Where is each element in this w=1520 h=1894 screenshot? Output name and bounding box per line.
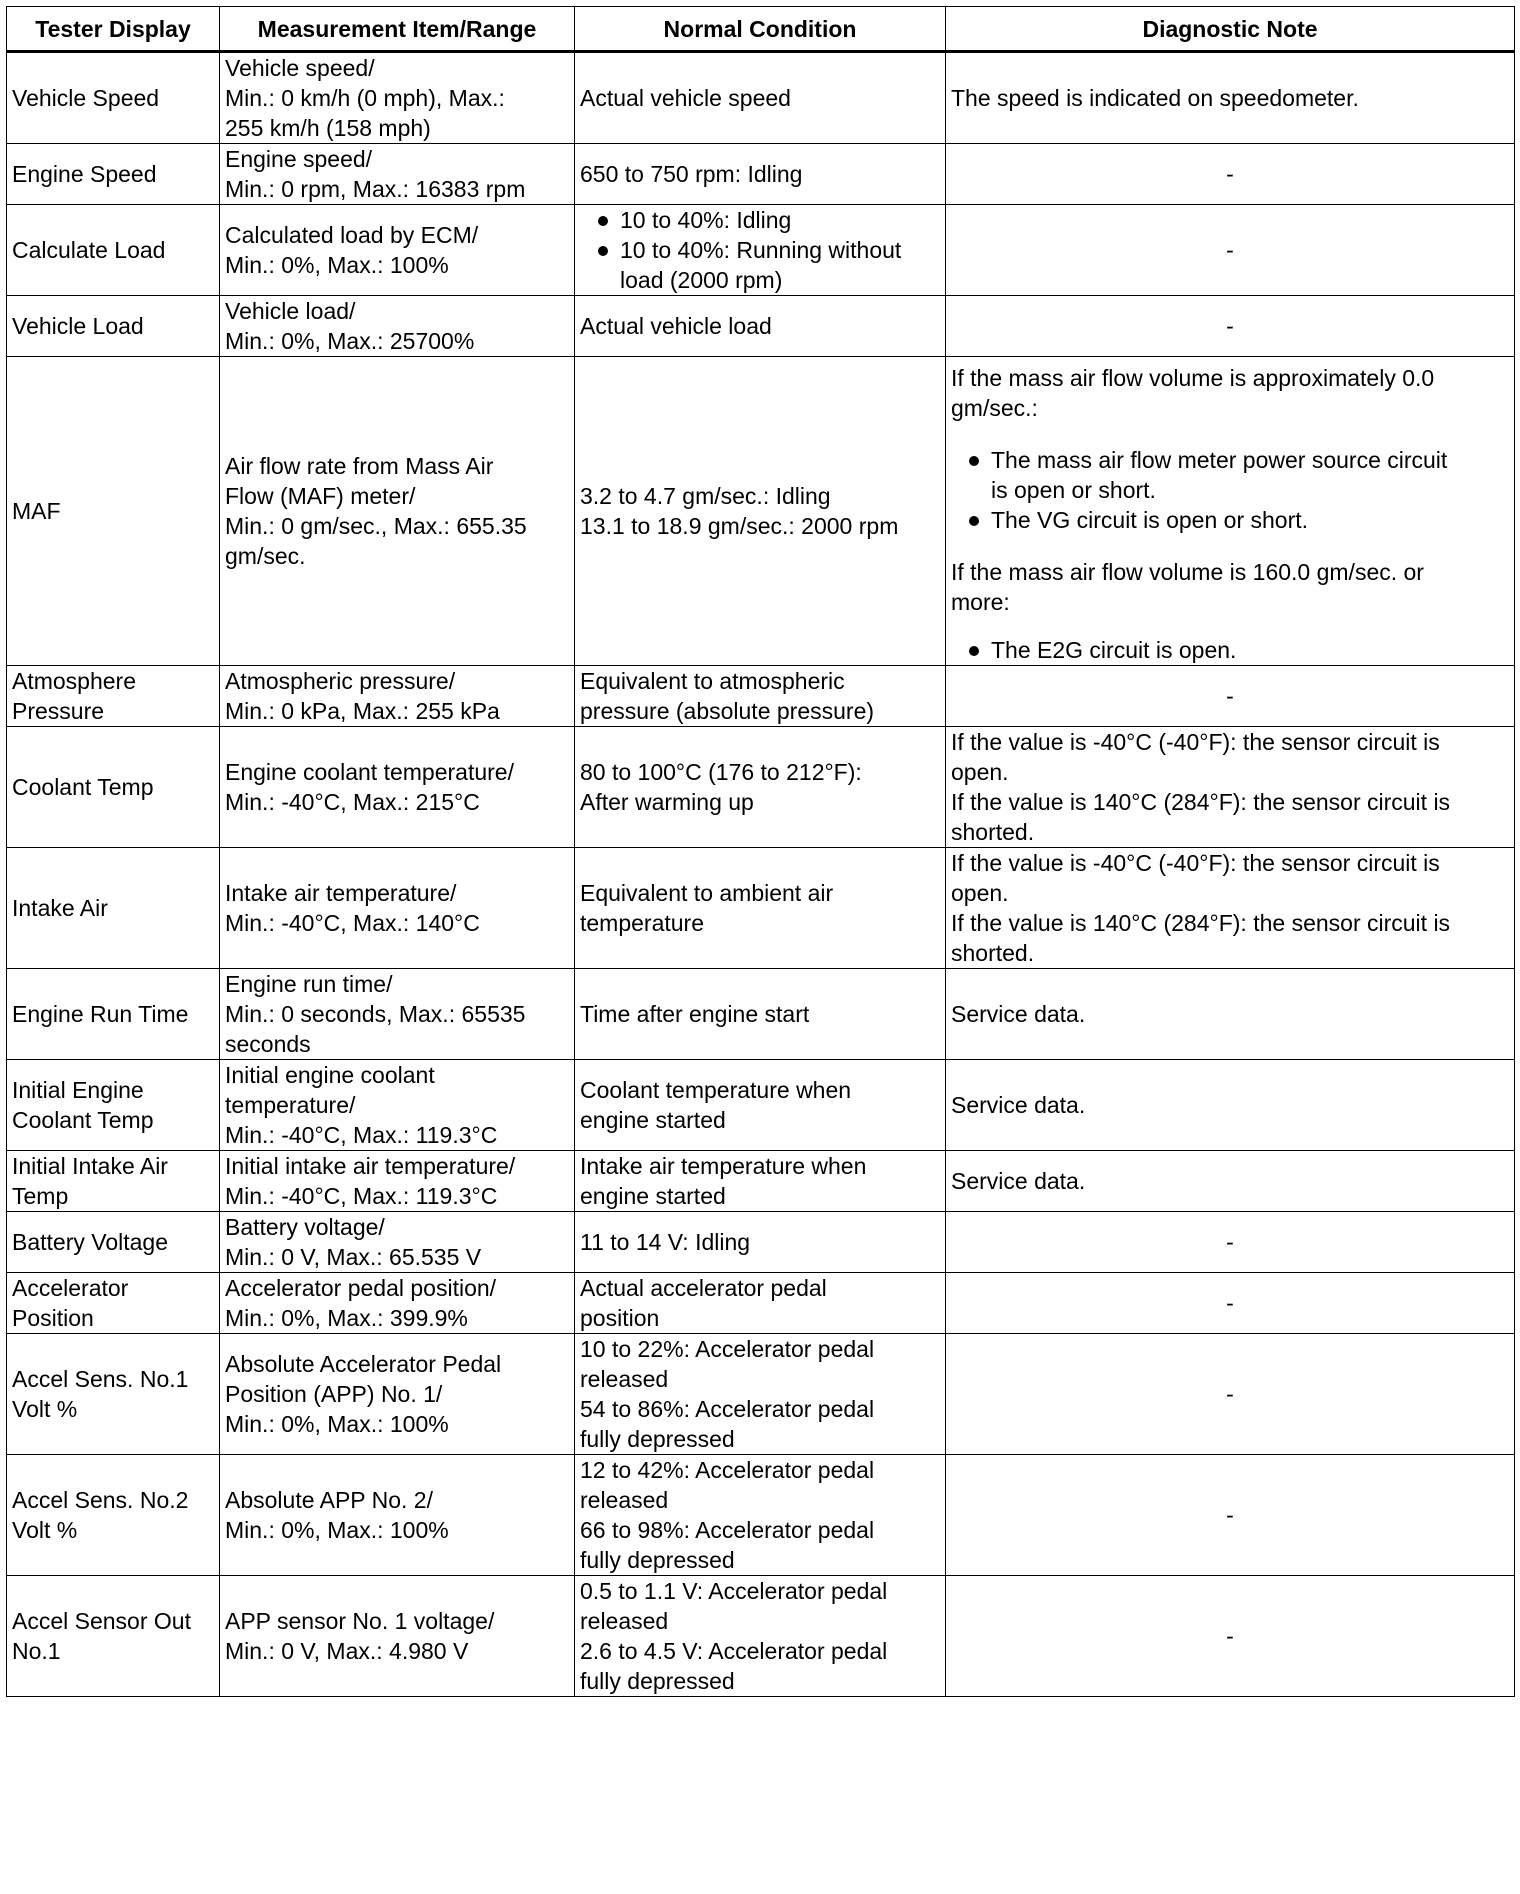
display-line: Coolant Temp [12, 774, 154, 800]
item-line: Atmospheric pressure/ [225, 668, 456, 694]
item-line: Min.: 0 V, Max.: 4.980 V [225, 1638, 469, 1664]
cell-normal-condition [575, 1273, 946, 1334]
cell-diagnostic-note [946, 969, 1515, 1060]
table-row [7, 969, 1515, 1060]
normal-line: 11 to 14 V: Idling [580, 1229, 751, 1255]
normal-line: engine started [580, 1183, 726, 1209]
note-line: Service data. [951, 1168, 1086, 1194]
display-line: Accelerator [12, 1275, 129, 1301]
note-line: Service data. [951, 1001, 1086, 1027]
normal-line: Actual accelerator pedal [580, 1275, 827, 1301]
cell-tester-display [7, 727, 220, 848]
display-line: Atmosphere [12, 668, 137, 694]
cell-diagnostic-note [946, 52, 1515, 144]
table-row [7, 357, 1515, 666]
cell-tester-display [7, 666, 220, 727]
cell-normal-condition [575, 205, 946, 296]
cell-measurement-item [220, 357, 575, 666]
normal-line: fully depressed [580, 1547, 735, 1573]
cell-diagnostic-note [946, 1576, 1515, 1697]
cell-measurement-item [220, 296, 575, 357]
item-line: Min.: 0%, Max.: 100% [225, 1411, 449, 1437]
note-line: - [1226, 683, 1234, 709]
normal-line: Time after engine start [580, 1001, 810, 1027]
display-line: No.1 [12, 1638, 61, 1664]
cell-diagnostic-note [946, 1060, 1515, 1151]
note-line: - [1226, 313, 1234, 339]
display-line: MAF [12, 498, 61, 524]
note-line: - [1226, 1381, 1234, 1407]
item-line: Vehicle load/ [225, 298, 356, 324]
display-line: Intake Air [12, 895, 108, 921]
note-line: open. [951, 880, 1009, 906]
item-line: Engine run time/ [225, 971, 393, 997]
normal-line: 650 to 750 rpm: Idling [580, 161, 803, 187]
bullet-line: load (2000 rpm) [620, 267, 783, 293]
note-line: If the value is -40°C (-40°F): the sensor circuit is [951, 850, 1440, 876]
normal-line: engine started [580, 1107, 726, 1133]
normal-line: 0.5 to 1.1 V: Accelerator pedal [580, 1578, 888, 1604]
display-line: Battery Voltage [12, 1229, 168, 1255]
item-line: Min.: 0 rpm, Max.: 16383 rpm [225, 176, 526, 202]
table-row [7, 296, 1515, 357]
note-line: open. [951, 759, 1009, 785]
table-row [7, 1576, 1515, 1697]
bullet-list [951, 635, 1509, 665]
normal-line: released [580, 1487, 669, 1513]
cell-diagnostic-note [946, 144, 1515, 205]
bullet-item [951, 505, 1509, 535]
item-line: Engine speed/ [225, 146, 373, 172]
item-line: Min.: -40°C, Max.: 119.3°C [225, 1183, 498, 1209]
cell-normal-condition [575, 144, 946, 205]
cell-normal-condition [575, 296, 946, 357]
header-diagnostic-note: Diagnostic Note [946, 7, 1515, 52]
note-line: If the value is 140°C (284°F): the sensor circuit is [951, 789, 1451, 815]
cell-normal-condition [575, 666, 946, 727]
display-line: Vehicle Speed [12, 85, 160, 111]
item-line: Min.: 0%, Max.: 100% [225, 252, 449, 278]
note-line: - [1226, 237, 1234, 263]
cell-measurement-item [220, 848, 575, 969]
cell-tester-display [7, 1334, 220, 1455]
cell-normal-condition [575, 727, 946, 848]
cell-measurement-item [220, 52, 575, 144]
cell-measurement-item [220, 1060, 575, 1151]
item-line: Absolute APP No. 2/ [225, 1487, 433, 1513]
cell-tester-display [7, 969, 220, 1060]
cell-normal-condition [575, 1576, 946, 1697]
normal-line: Intake air temperature when [580, 1153, 867, 1179]
item-line: Min.: 0 V, Max.: 65.535 V [225, 1244, 482, 1270]
cell-tester-display [7, 52, 220, 144]
bullet-item [951, 635, 1509, 665]
cell-measurement-item [220, 205, 575, 296]
bullet-line: The VG circuit is open or short. [991, 507, 1309, 533]
cell-tester-display [7, 357, 220, 666]
cell-diagnostic-note [946, 296, 1515, 357]
table-row [7, 848, 1515, 969]
item-line: Accelerator pedal position/ [225, 1275, 497, 1301]
table-row [7, 1151, 1515, 1212]
item-line: Calculated load by ECM/ [225, 222, 479, 248]
normal-line: 2.6 to 4.5 V: Accelerator pedal [580, 1638, 888, 1664]
cell-measurement-item [220, 727, 575, 848]
table-row [7, 666, 1515, 727]
note-line: If the mass air flow volume is 160.0 gm/sec. or [951, 559, 1424, 585]
note-line: - [1226, 1290, 1234, 1316]
item-line: Air flow rate from Mass Air [225, 453, 494, 479]
cell-tester-display [7, 144, 220, 205]
normal-line: fully depressed [580, 1668, 735, 1694]
item-line: Initial engine coolant [225, 1062, 435, 1088]
cell-diagnostic-note [946, 727, 1515, 848]
display-line: Initial Engine [12, 1077, 144, 1103]
item-line: gm/sec. [225, 543, 306, 569]
table-row [7, 1455, 1515, 1576]
header-normal-condition: Normal Condition [575, 7, 946, 52]
normal-line: After warming up [580, 789, 754, 815]
header-row [7, 7, 1515, 52]
display-line: Vehicle Load [12, 313, 144, 339]
item-line: Engine coolant temperature/ [225, 759, 514, 785]
item-line: seconds [225, 1031, 311, 1057]
cell-measurement-item [220, 969, 575, 1060]
item-line: 255 km/h (158 mph) [225, 115, 431, 141]
table-row [7, 1273, 1515, 1334]
normal-line: pressure (absolute pressure) [580, 698, 875, 724]
normal-line: temperature [580, 910, 705, 936]
item-line: Min.: 0%, Max.: 25700% [225, 328, 475, 354]
bullet-line: 10 to 40%: Idling [620, 207, 792, 233]
bullet-item [951, 445, 1509, 505]
item-line: Absolute Accelerator Pedal [225, 1351, 502, 1377]
cell-normal-condition [575, 969, 946, 1060]
bullet-list [580, 205, 940, 295]
cell-measurement-item [220, 144, 575, 205]
note-line: Service data. [951, 1092, 1086, 1118]
note-line: gm/sec.: [951, 395, 1038, 421]
table-row [7, 1334, 1515, 1455]
cell-normal-condition [575, 357, 946, 666]
cell-diagnostic-note [946, 848, 1515, 969]
normal-line: 10 to 22%: Accelerator pedal [580, 1336, 875, 1362]
bullet-item [580, 235, 940, 295]
table-row [7, 1060, 1515, 1151]
cell-diagnostic-note [946, 1273, 1515, 1334]
cell-normal-condition [575, 1060, 946, 1151]
cell-normal-condition [575, 1151, 946, 1212]
item-line: Min.: -40°C, Max.: 215°C [225, 789, 480, 815]
normal-line: released [580, 1608, 669, 1634]
cell-tester-display [7, 1060, 220, 1151]
cell-tester-display [7, 205, 220, 296]
item-line: Min.: 0 gm/sec., Max.: 655.35 [225, 513, 527, 539]
cell-diagnostic-note [946, 1334, 1515, 1455]
note-line: - [1226, 161, 1234, 187]
cell-normal-condition [575, 52, 946, 144]
note-line: - [1226, 1229, 1234, 1255]
normal-line: released [580, 1366, 669, 1392]
cell-tester-display [7, 1576, 220, 1697]
cell-tester-display [7, 1273, 220, 1334]
cell-normal-condition [575, 1455, 946, 1576]
display-line: Volt % [12, 1517, 78, 1543]
cell-normal-condition [575, 1212, 946, 1273]
bullet-line: The E2G circuit is open. [991, 637, 1237, 663]
table-row [7, 205, 1515, 296]
display-line: Engine Speed [12, 161, 157, 187]
bullet-line: The mass air flow meter power source circuit [991, 447, 1448, 473]
display-line: Pressure [12, 698, 105, 724]
cell-measurement-item [220, 666, 575, 727]
cell-tester-display [7, 296, 220, 357]
cell-diagnostic-note [946, 1455, 1515, 1576]
normal-line: 3.2 to 4.7 gm/sec.: Idling [580, 483, 831, 509]
bullet-line: is open or short. [991, 477, 1156, 503]
display-line: Position [12, 1305, 94, 1331]
note-line: If the value is 140°C (284°F): the sensor circuit is [951, 910, 1451, 936]
item-line: APP sensor No. 1 voltage/ [225, 1608, 495, 1634]
normal-line: Actual vehicle speed [580, 85, 791, 111]
display-line: Accel Sensor Out [12, 1608, 191, 1634]
item-line: Min.: 0 seconds, Max.: 65535 [225, 1001, 526, 1027]
normal-line: 13.1 to 18.9 gm/sec.: 2000 rpm [580, 513, 899, 539]
item-line: Intake air temperature/ [225, 880, 457, 906]
header-measurement-item: Measurement Item/Range [220, 7, 575, 52]
cell-tester-display [7, 1151, 220, 1212]
cell-diagnostic-note [946, 666, 1515, 727]
item-line: Vehicle speed/ [225, 55, 375, 81]
item-line: Min.: 0%, Max.: 399.9% [225, 1305, 468, 1331]
bullet-line: 10 to 40%: Running without [620, 237, 902, 263]
display-line: Volt % [12, 1396, 78, 1422]
normal-line: Coolant temperature when [580, 1077, 852, 1103]
normal-line: 80 to 100°C (176 to 212°F): [580, 759, 862, 785]
item-line: Min.: 0%, Max.: 100% [225, 1517, 449, 1543]
table-row [7, 1212, 1515, 1273]
bullet-item [580, 205, 940, 235]
cell-measurement-item [220, 1212, 575, 1273]
item-line: Battery voltage/ [225, 1214, 385, 1240]
normal-line: Equivalent to ambient air [580, 880, 834, 906]
header-tester-display: Tester Display [7, 7, 220, 52]
cell-diagnostic-note [946, 1151, 1515, 1212]
cell-measurement-item [220, 1576, 575, 1697]
item-line: Flow (MAF) meter/ [225, 483, 416, 509]
note-line: - [1226, 1502, 1234, 1528]
table-row [7, 52, 1515, 144]
item-line: Position (APP) No. 1/ [225, 1381, 443, 1407]
table-row [7, 144, 1515, 205]
cell-diagnostic-note [946, 205, 1515, 296]
cell-tester-display [7, 848, 220, 969]
cell-measurement-item [220, 1455, 575, 1576]
table-row [7, 727, 1515, 848]
cell-diagnostic-note [946, 1212, 1515, 1273]
bullet-list [951, 445, 1509, 535]
normal-line: Actual vehicle load [580, 313, 772, 339]
cell-normal-condition [575, 1334, 946, 1455]
note-line: shorted. [951, 940, 1035, 966]
note-line: If the value is -40°C (-40°F): the sensor circuit is [951, 729, 1440, 755]
display-line: Accel Sens. No.1 [12, 1366, 189, 1392]
cell-diagnostic-note [946, 357, 1515, 666]
item-line: Min.: -40°C, Max.: 119.3°C [225, 1122, 498, 1148]
cell-normal-condition [575, 848, 946, 969]
item-line: Min.: 0 kPa, Max.: 255 kPa [225, 698, 500, 724]
item-line: temperature/ [225, 1092, 356, 1118]
data-list-table [6, 6, 1515, 1697]
normal-line: fully depressed [580, 1426, 735, 1452]
normal-line: 12 to 42%: Accelerator pedal [580, 1457, 875, 1483]
cell-tester-display [7, 1455, 220, 1576]
display-line: Accel Sens. No.2 [12, 1487, 189, 1513]
item-line: Min.: 0 km/h (0 mph), Max.: [225, 85, 505, 111]
display-line: Engine Run Time [12, 1001, 189, 1027]
item-line: Initial intake air temperature/ [225, 1153, 516, 1179]
note-line: If the mass air flow volume is approximately 0.0 [951, 365, 1435, 391]
display-line: Coolant Temp [12, 1107, 154, 1133]
item-line: Min.: -40°C, Max.: 140°C [225, 910, 480, 936]
note-line: more: [951, 589, 1010, 615]
cell-measurement-item [220, 1151, 575, 1212]
display-line: Calculate Load [12, 237, 166, 263]
normal-line: position [580, 1305, 660, 1331]
note-line: The speed is indicated on speedometer. [951, 85, 1359, 111]
note-line: shorted. [951, 819, 1035, 845]
normal-line: 54 to 86%: Accelerator pedal [580, 1396, 875, 1422]
display-line: Initial Intake Air [12, 1153, 168, 1179]
cell-measurement-item [220, 1273, 575, 1334]
normal-line: 66 to 98%: Accelerator pedal [580, 1517, 875, 1543]
note-line: - [1226, 1623, 1234, 1649]
normal-line: Equivalent to atmospheric [580, 668, 845, 694]
cell-tester-display [7, 1212, 220, 1273]
display-line: Temp [12, 1183, 69, 1209]
cell-measurement-item [220, 1334, 575, 1455]
